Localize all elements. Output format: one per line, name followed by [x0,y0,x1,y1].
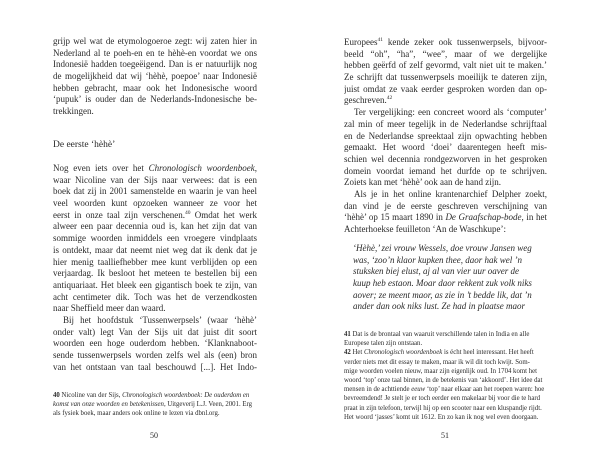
text-line: Achterhoekse feuilleton ‘An de Waschkupe’: [344,224,507,234]
text-segment: Nog even iets over het [53,163,149,173]
text-line: aover; ze meent maor, as zie in ’t bedde lik, dat ’n [353,289,532,300]
text-line: domein voordat iemand het durfde op te schrijven. [344,165,547,176]
text-segment: Chronologisch woordenboek: De ouderdom en [122,392,250,399]
text-segment: , in het [521,212,547,223]
text-line: gemaakt. Het woord ‘doei’ daarentegen heeft mis- [344,142,547,153]
footnotes [53,391,259,419]
text-line: van het ontstaan van taal beschouwd [...]. Het Indo- [53,361,257,372]
text-line: veel woorden kunt opzoeken wanneer ze voor het [53,198,257,209]
text-line [53,391,259,400]
text-line: verjaardag. Ik besloot het meteen te bestellen bij een [53,268,257,279]
block-quote [353,243,543,313]
text-line: woorden een hoge ouderdom hebben. ‘Klanknaboot- [53,338,257,349]
text-line: stuksken biej elust, aj al van vier uur oaver de [353,266,519,277]
text-line: zal min of meer tegelijk in de Nederlandse schrijftaal [344,118,547,129]
footnote-reference: 41 [377,37,383,43]
text-line: en de Nederlandse spreektaal zijn opwachting hebben [344,130,547,141]
text-segment: Het [350,349,365,357]
text-line [344,95,547,107]
text-line: Europese talen zijn ontstaan. [344,340,423,348]
text-segment: Dat is de brontaal van waaruit verschillende talen in India en alle [350,331,530,338]
text-segment: mensen in de achttiende [344,386,412,394]
text-line: woord ‘top’ onze taal binnen, in de betekenis van ‘akkoord’. Het idee dat [344,376,543,384]
footnote-number: 42 [344,349,351,357]
text-line: kuup heb estaon. Moar daor rekkent zuk volk niks [353,278,532,289]
text-segment: komst van onze woorden en betekenissen [53,401,164,409]
text-line: Als je in het online krantenarchief Delpher zoekt, [354,188,547,199]
text-segment: Omdat het werk [190,209,257,220]
text-line [53,163,257,175]
text-segment: Chronologisch woordenboek [148,163,255,173]
text-line: boek dat zij in 2001 samenstelde en waarin je van heel [53,186,257,197]
text-segment: eerst in onze taal zijn verschenen. [53,209,185,220]
text-line: sende tussenwerpsels worden zelfs wel als (een) bron [53,350,257,360]
footnotes [344,330,554,422]
text-segment: De Graafschap-bode [445,212,522,223]
text-line: waar Nicoline van der Sijs naar verwees: dat is een [53,174,257,185]
footnote-number: 40 [53,392,60,399]
text-segment: eeuw [411,386,426,394]
text-segment: Chronologisch woordenboek [364,349,443,357]
text-segment: geschreven. [344,95,387,106]
text-line: Ze schrijft dat tussenwerpsels moeilijk te dateren zijn, [344,72,547,83]
text-line: mige woorden voelen nieuw, maar zijn eigenlijk oud. In 1704 komt het [344,367,538,375]
text-line: antiquariaat. Het bleek een gigantisch boek te zijn, van [53,279,257,290]
text-line: schien wel decennia rondgezworven in het gesproken [344,153,547,164]
text-segment: ‘top’ naar elkaar aan het roepen waren: hoe [425,386,545,394]
text-line: verder niets met dit essay te maken, maar ik wil dit toch kwijt. Som- [344,358,530,366]
text-line [344,348,554,357]
text-segment: ‘hèhè’ op 15 maart 1890 in [344,212,446,223]
page-right [300,0,600,461]
text-segment: , [254,163,257,173]
body-text [344,37,547,236]
text-line: alweer een paar decennia oud is, kan het zijn dat van [53,221,257,232]
text-segment: Nicoline van der Sijs, [59,392,123,399]
text-line: Ter vergelijking: een concreet woord als ‘computer’ [354,107,547,118]
text-line: Zoiets kan met ‘hèhè’ ook aan de hand zijn. [344,177,502,188]
section-heading: De eerste ‘hèhè’ [53,140,116,150]
footnote-number: 41 [344,331,351,338]
footnote-reference: 40 [184,209,191,216]
page-number: 50 [150,431,158,440]
text-line: sommige woorden inmiddels een vroegere vindplaats [53,233,257,244]
text-line: als fysiek boek, maar anders ook online te lezen via dbnl.org. [53,410,220,418]
text-line: ‘Hèhè,’ zei vrouw Wessels, doe vrouw Jansen weg [353,243,532,253]
paragraph-intro [53,36,257,118]
text-line: is ontdekt, maar dat neemt niet weg dat ik denk dat je [53,244,257,255]
text-line: grijp wel wat de etymologoeroe zegt: wij zaten hier in [53,36,257,46]
text-line: Indonesië hadden toegeëigend. Dan is er natuurlijk nog [53,59,257,70]
text-line: hebben geërfd of zelf gevormd, valt niet uit te maken.’ [344,60,547,71]
text-segment: , Uitgeverij L.J. Veen, 2001. Erg [163,401,253,409]
text-line [344,385,554,394]
footnote-reference: 42 [386,95,393,102]
text-line: praat in zijn telefoon, terwijl hij op een scooter naar een kluspandje rijdt. [344,404,542,412]
text-line: hier menig taalliefhebber mee kunt verblijden op een [53,256,257,267]
text-segment: kende zeker ook tussenwerpsels, bijvoor- [383,37,547,47]
text-line [53,400,259,409]
body-text [53,163,257,373]
text-line: dan vind je de eerste geschreven verschijning van [344,200,547,211]
text-line: beeld “oh”, “ha”, “wee”, maar of we dergelijke [344,48,547,59]
text-line [53,210,257,222]
text-line: trekkingen. [53,106,94,117]
text-line: ‘pupuk’ is ouder dan de Nederlands-Indonesische be- [53,94,257,105]
text-line: naar Sheffield meer dan waard. [53,303,166,314]
text-line: bevreemdend! Je stelt je er toch eerder een makelaar bij voor die te hard [344,395,541,403]
text-line: acht centimeter dik. Toch was het de verzendkosten [53,291,257,302]
text-segment: is écht heel interessant. Het heeft [442,349,534,357]
text-line: Bij het hoofdstuk ‘Tussenwerpsels’ (waar ‘hèhè’ [63,314,257,325]
text-line [344,212,547,224]
text-line: ander dan ook niks lust. Ze had in plaatse maor [353,301,525,312]
text-line: was, ‘zoo’n klaor kupken thee, daor hak wel ’n [353,254,522,265]
text-line [344,330,554,339]
page-number: 51 [441,431,449,440]
text-line: onder valt) legt Van der Sijs uit dat juist dit soort [53,326,257,337]
text-line: Nederland al te poeh-en en te hèhè-en voordat we ons [53,47,257,58]
text-line: hebben gebracht, maar ook het Indonesische woord [53,82,257,93]
text-segment: Europees [344,37,378,47]
text-line: juist omdat ze vaak eerder gesproken worden dan op- [344,83,547,94]
text-line: Het woord ‘jasses’ komt uit 1612. En zo kan ik nog wel even doorgaan. [344,413,539,421]
text-line [344,37,547,49]
text-line: de mogelijkheid dat wij ‘hèhè, poepoe’ naar Indonesië [53,71,257,82]
